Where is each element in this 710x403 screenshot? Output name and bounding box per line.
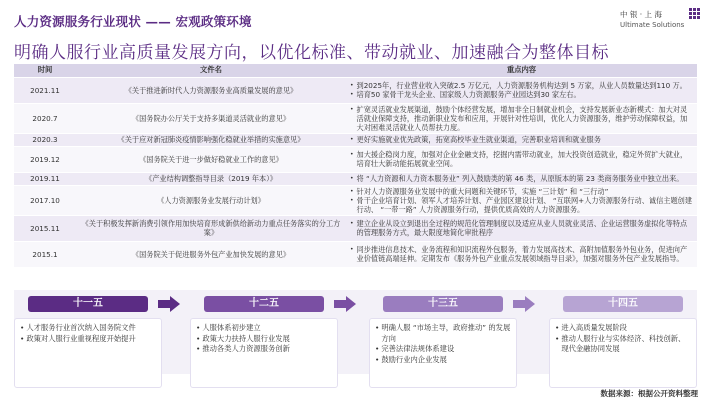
bullet-icon: • [555,333,560,343]
bullet-icon: • [196,344,201,353]
phase-item-text: 进入高质量发展阶段 [561,323,627,332]
policy-document-name: 《产业结构调整指导目录（2019 年本）》 [76,172,346,185]
policy-key-points [346,133,697,146]
key-point-text: 到2025年，行业营业收入突破2.5 万亿元，人力资源服务机构达到 5 万家，从业人员数量达到110 万。 [356,81,687,90]
phase-item-text: 人服体系初步建立 [202,323,261,332]
bullet-icon: • [196,333,201,343]
slide-header [0,0,710,63]
policy-document-name: 《国务院办公厅关于支持多渠道灵活就业的意见》 [76,103,346,133]
policy-date: 2021.11 [14,77,76,103]
bullet-icon: • [20,323,25,332]
phase-item [555,323,691,334]
chevron-right-icon [513,296,535,312]
phase-item [196,334,332,345]
key-point [350,174,693,183]
policy-row [14,146,697,172]
policy-document-name: 《关于应对新冠肺炎疫情影响强化稳就业举措的实施意见》 [76,133,346,146]
five-year-plan-timeline [14,296,697,403]
timeline-phase-box [190,318,338,388]
bullet-icon: • [350,136,354,143]
phase-item-text: 推动各类人力资源服务创新 [202,344,290,353]
slide-headline: 明确人服行业高质量发展方向，以优化标准、带动就业、加速融合为整体目标 [14,43,609,63]
bullet-icon: • [375,344,380,353]
phase-item-text: 完善法律法规体系建设 [381,344,455,353]
bullet-icon: • [375,354,380,364]
logo-grid-icon [689,8,700,19]
policy-row [14,241,697,267]
key-point-text: 同步推进信息技术、业务流程和知识流程外包服务，着力发展高技术、高附加值服务外包业务，促进向产业价值链高端延伸。定期发布《服务外包产业重点发展领域指导目录》，加强对服务外包产业发展指导。 [356,245,688,263]
policy-date: 2019.11 [14,172,76,185]
company-logo [620,8,700,32]
policy-date: 2017.10 [14,185,76,215]
section-kicker: 人力资源服务行业现状 —— 宏观政策环境 [14,14,252,29]
phase-item [196,323,332,334]
policy-key-points [346,77,697,103]
phase-item [196,344,332,355]
policy-key-points [346,103,697,133]
phase-item [375,355,511,366]
policy-row [14,77,697,103]
timeline-phase-box [369,318,517,388]
policy-document-name: 《国务院关于进一步做好稳就业工作的意见》 [76,146,346,172]
chevron-right-icon [334,296,356,312]
policy-row [14,133,697,146]
policy-key-points [346,241,697,267]
key-point [350,150,693,168]
chevron-right-icon [158,296,180,312]
key-point-text: 培育50 家骨干龙头企业、国家级人力资源服务产业园达到30 家左右。 [356,90,581,99]
phase-item [20,323,156,334]
bullet-icon: • [196,323,201,332]
policy-row [14,185,697,215]
key-point-text: 针对人力资源服务业发展中的重大问题和关键环节，实施 “三计划” 和 “三行动” [356,186,609,196]
key-point [350,81,693,90]
key-point-text: 加大援企稳岗力度，加强对企业金融支持，挖掘内需带动就业，加大投资创造就业，稳定外贸扩大就业，培育壮大新动能拓展就业空间。 [356,150,688,168]
timeline-phase-label: 十一五 [28,296,148,312]
key-point [350,245,693,263]
policy-key-points [346,185,697,215]
key-point [350,135,693,144]
bullet-icon: • [350,105,354,113]
bullet-icon: • [350,196,354,204]
header-document: 文件名 [76,64,346,77]
key-point [350,196,693,214]
policy-date: 2020.3 [14,133,76,146]
header-date: 时间 [14,64,76,77]
bullet-icon: • [350,82,354,89]
bullet-icon: • [350,187,354,195]
bullet-icon: • [555,323,560,332]
phase-item [375,323,511,344]
key-point-text: 建立企业从设立到退出全过程的规范化管理制度以及适应从业人员就业灵活、企业运营服务虚拟化等特点的管理服务方式，最大限度地简化审批程序 [356,219,688,237]
phase-item-text: 明确人服 “市场主导，政府推动” 的发展方向 [381,323,511,343]
phase-item [555,334,691,355]
phase-item-text: 政策大力扶持人服行业发展 [202,333,290,343]
bullet-icon: • [375,323,380,332]
policy-date: 2015.1 [14,241,76,267]
policy-date: 2019.12 [14,146,76,172]
bullet-icon: • [350,151,354,158]
key-point-text: 骨干企业培育计划、领军人才培养计划、产业园区建设计划、 “互联网+人力资源服务行动、诚信主题创建行动、 “一带一路” 人力资源服务行动，提供优质高效的人力资源服务。 [356,195,693,214]
key-point-text: 将 “人力资源和人力资本服务业” 列入鼓励类的第 46 类，从原版本的第 23 类商务服务业中独立出来。 [356,174,684,183]
timeline-phase-label: 十三五 [383,296,503,312]
phase-item-text: 鼓励行业内企业发展 [381,354,447,364]
policy-key-points [346,146,697,172]
policy-key-points [346,215,697,241]
timeline-phase-box [549,318,697,388]
key-point [350,105,693,132]
policy-document-name: 《国务院关于促进服务外包产业加快发展的意见》 [76,241,346,267]
key-point [350,90,693,99]
timeline-phase-label: 十四五 [563,296,683,312]
policy-document-name: 《人力资源服务业发展行动计划》 [76,185,346,215]
policy-document-name: 《关于推进新时代人力资源服务业高质量发展的意见》 [76,77,346,103]
phase-item [20,334,156,345]
bullet-icon: • [350,175,354,182]
policy-table-header [14,64,697,77]
key-point [350,187,693,196]
logo-chinese-text: 中 银 · 上 海 [620,10,662,19]
phase-item-text: 政策对人服行业重视程度开始提升 [26,333,136,343]
policy-row [14,172,697,185]
timeline-phase-box [14,318,162,388]
bullet-icon: • [20,333,25,343]
logo-english-text: Ultimate Solutions [620,21,685,29]
data-source-note: 数据来源：根据公开资料整理 [600,389,698,398]
header-key-content: 重点内容 [346,64,697,77]
policy-date: 2015.11 [14,215,76,241]
policy-key-points [346,172,697,185]
policy-row [14,103,697,133]
key-point [350,219,693,237]
timeline-phase-label: 十二五 [204,296,324,312]
key-point-text: 扩宽灵活就业发展渠道，鼓励个体经营发展，增加非全日制就业机会，支持发展新业态新模式：加大对灵活就业保障支持，推动新职业发布和应用，开展针对性培训，优化人力资源服务，维护劳动保障权益，加大对困难灵活就业人员帮扶力度。 [356,104,688,132]
phase-item-text: 推动人服行业与实体经济、科技创新、现代金融协同发展 [561,333,686,353]
policy-document-name: 《关于积极发挥新消费引领作用加快培育形成新供给新动力重点任务落实的分工方案》 [76,215,346,241]
policy-table [14,64,697,268]
bullet-icon: • [350,91,354,98]
phase-item-text: 人才服务行业首次纳入国务院文件 [26,323,136,332]
policy-row [14,215,697,241]
policy-date: 2020.7 [14,103,76,133]
bullet-icon: • [350,246,354,253]
key-point-text: 更好实施就业优先政策，拓宽高校毕业生就业渠道，完善职业培训和就业服务 [356,135,601,144]
phase-item [375,344,511,355]
bullet-icon: • [350,220,354,227]
